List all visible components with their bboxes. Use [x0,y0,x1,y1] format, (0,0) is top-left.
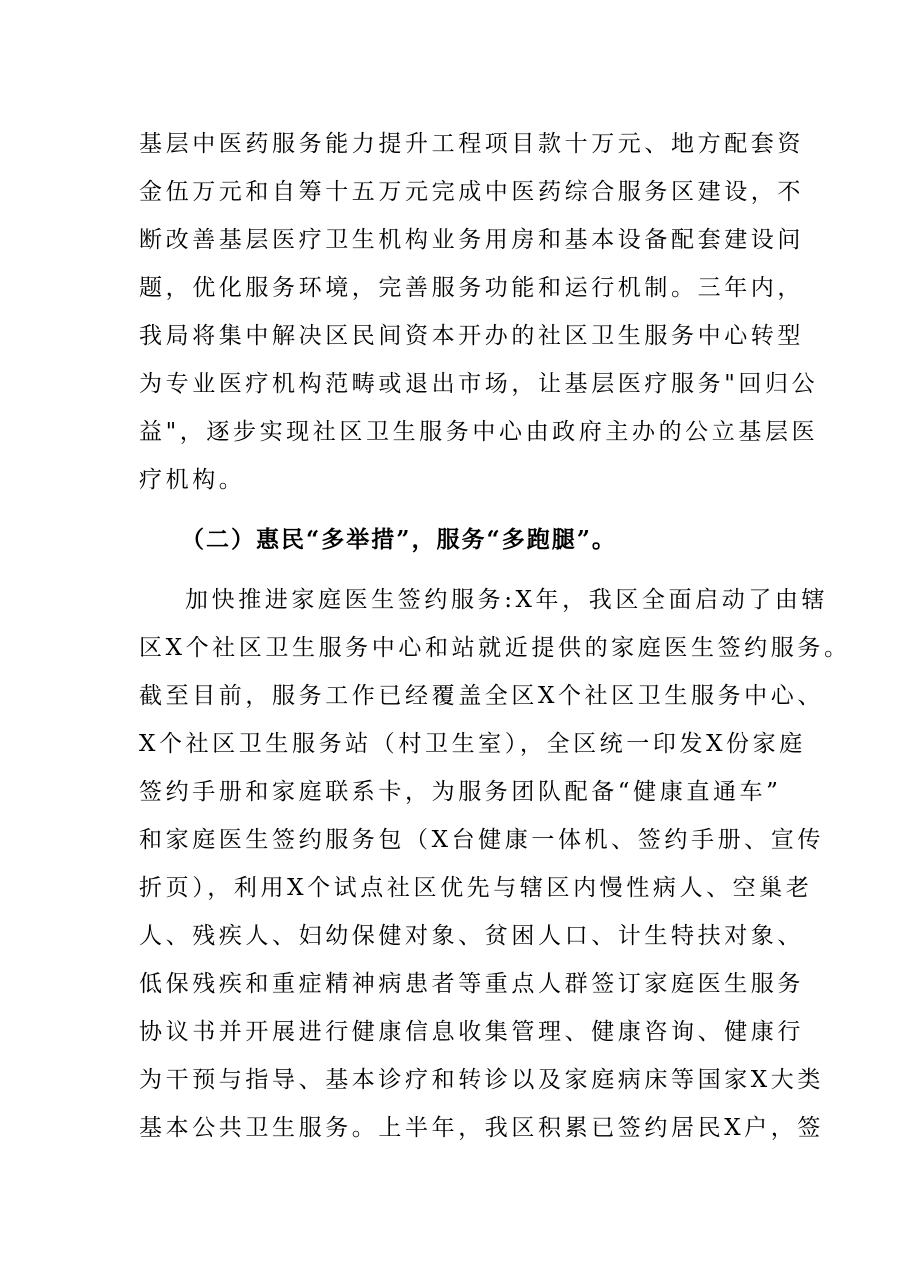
paragraph [139,576,851,1152]
text-line: 协议书并开展进行健康信息收集管理、健康咨询、健康行 [139,1019,804,1045]
text-line: 益"，逐步实现社区卫生服务中心由政府主办的公立基层医 [139,419,819,445]
text-line: 基层中医药服务能力提升工程项目款十万元、地方配套资 [139,131,804,157]
text-line: 断改善基层医疗卫生机构业务用房和基本设备配套建设问 [139,227,804,253]
text-line: 低保残疾和重症精神病患者等重点人群签订家庭医生服务 [139,971,804,997]
section-heading: （二）惠民“多举措”，服务“多跑腿”。 [181,526,617,553]
text-line: 为干预与指导、基本诊疗和转诊以及家庭病床等国家X大类 [139,1067,824,1093]
text-line: 人、残疾人、妇幼保健对象、贫困人口、计生特扶对象、 [139,923,804,949]
text-line: 区X个社区卫生服务中心和站就近提供的家庭医生签约服务。 [139,635,851,661]
text-line: 为专业医疗机构范畴或退出市场，让基层医疗服务"回归公 [139,371,819,397]
paragraph-spacer [139,564,779,576]
paragraph [139,120,819,504]
paragraph-spacer [139,504,779,516]
text-line: 基本公共卫生服务。上半年，我区积累已签约居民X户，签 [139,1115,824,1141]
text-line: 金伍万元和自筹十五万元完成中医药综合服务区建设，不 [139,179,804,205]
text-line: 签约手册和家庭联系卡，为服务团队配备“健康直通车” [139,779,782,805]
text-line: X个社区卫生服务站（村卫生室），全区统一印发X份家庭 [139,731,806,757]
text-line: 题，优化服务环境，完善服务功能和运行机制。三年内， [139,275,804,301]
text-line: 截至目前，服务工作已经覆盖全区X个社区卫生服务中心、 [139,683,824,709]
text-line: 加快推进家庭医生签约服务:X年，我区全面启动了由辖 [185,587,829,613]
text-line: 我局将集中解决区民间资本开办的社区卫生服务中心转型 [139,323,804,349]
text-line: 疗机构。 [139,467,246,493]
text-line: 折页），利用X个试点社区优先与辖区内慢性病人、空巢老 [139,875,813,901]
document-body [139,120,851,1152]
text-line: 和家庭医生签约服务包（X台健康一体机、签约手册、宣传 [139,827,824,853]
